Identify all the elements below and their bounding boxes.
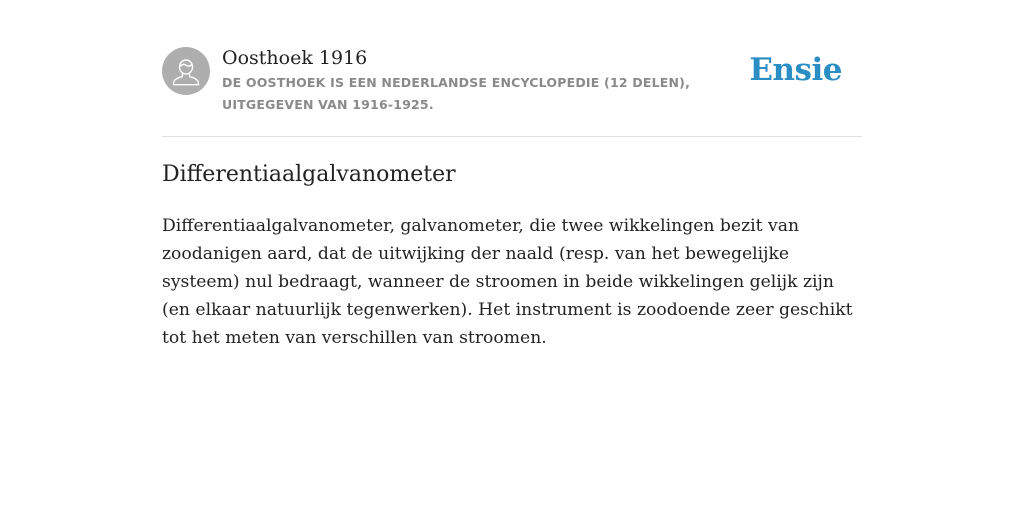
avatar-person-glyph bbox=[162, 47, 210, 95]
user-avatar-icon bbox=[162, 47, 210, 95]
entry-title: Differentiaalgalvanometer bbox=[162, 162, 456, 187]
source-header bbox=[162, 46, 862, 137]
entry-body: Differentiaalgalvanometer, galvanometer, die twee wikkelingen bezit van zoodanigen aard, dat de uitwijking der naald (resp. van het bewegelijke systeem) nul bedraagt, wanneer de stroomen in beide wikkelingen gelijk zijn (en elkaar natuurlijk tegenwerken). Het instrument is zoodoende zeer geschikt tot het meten van verschillen van stroomen. bbox=[162, 216, 853, 348]
source-description: DE OOSTHOEK IS EEN NEDERLANDSE ENCYCLOPEDIE (12 DELEN), UITGEGEVEN VAN 1916-1925. bbox=[222, 75, 691, 112]
ensie-logo[interactable]: Ensie bbox=[749, 52, 842, 88]
source-title[interactable]: Oosthoek 1916 bbox=[222, 47, 368, 69]
